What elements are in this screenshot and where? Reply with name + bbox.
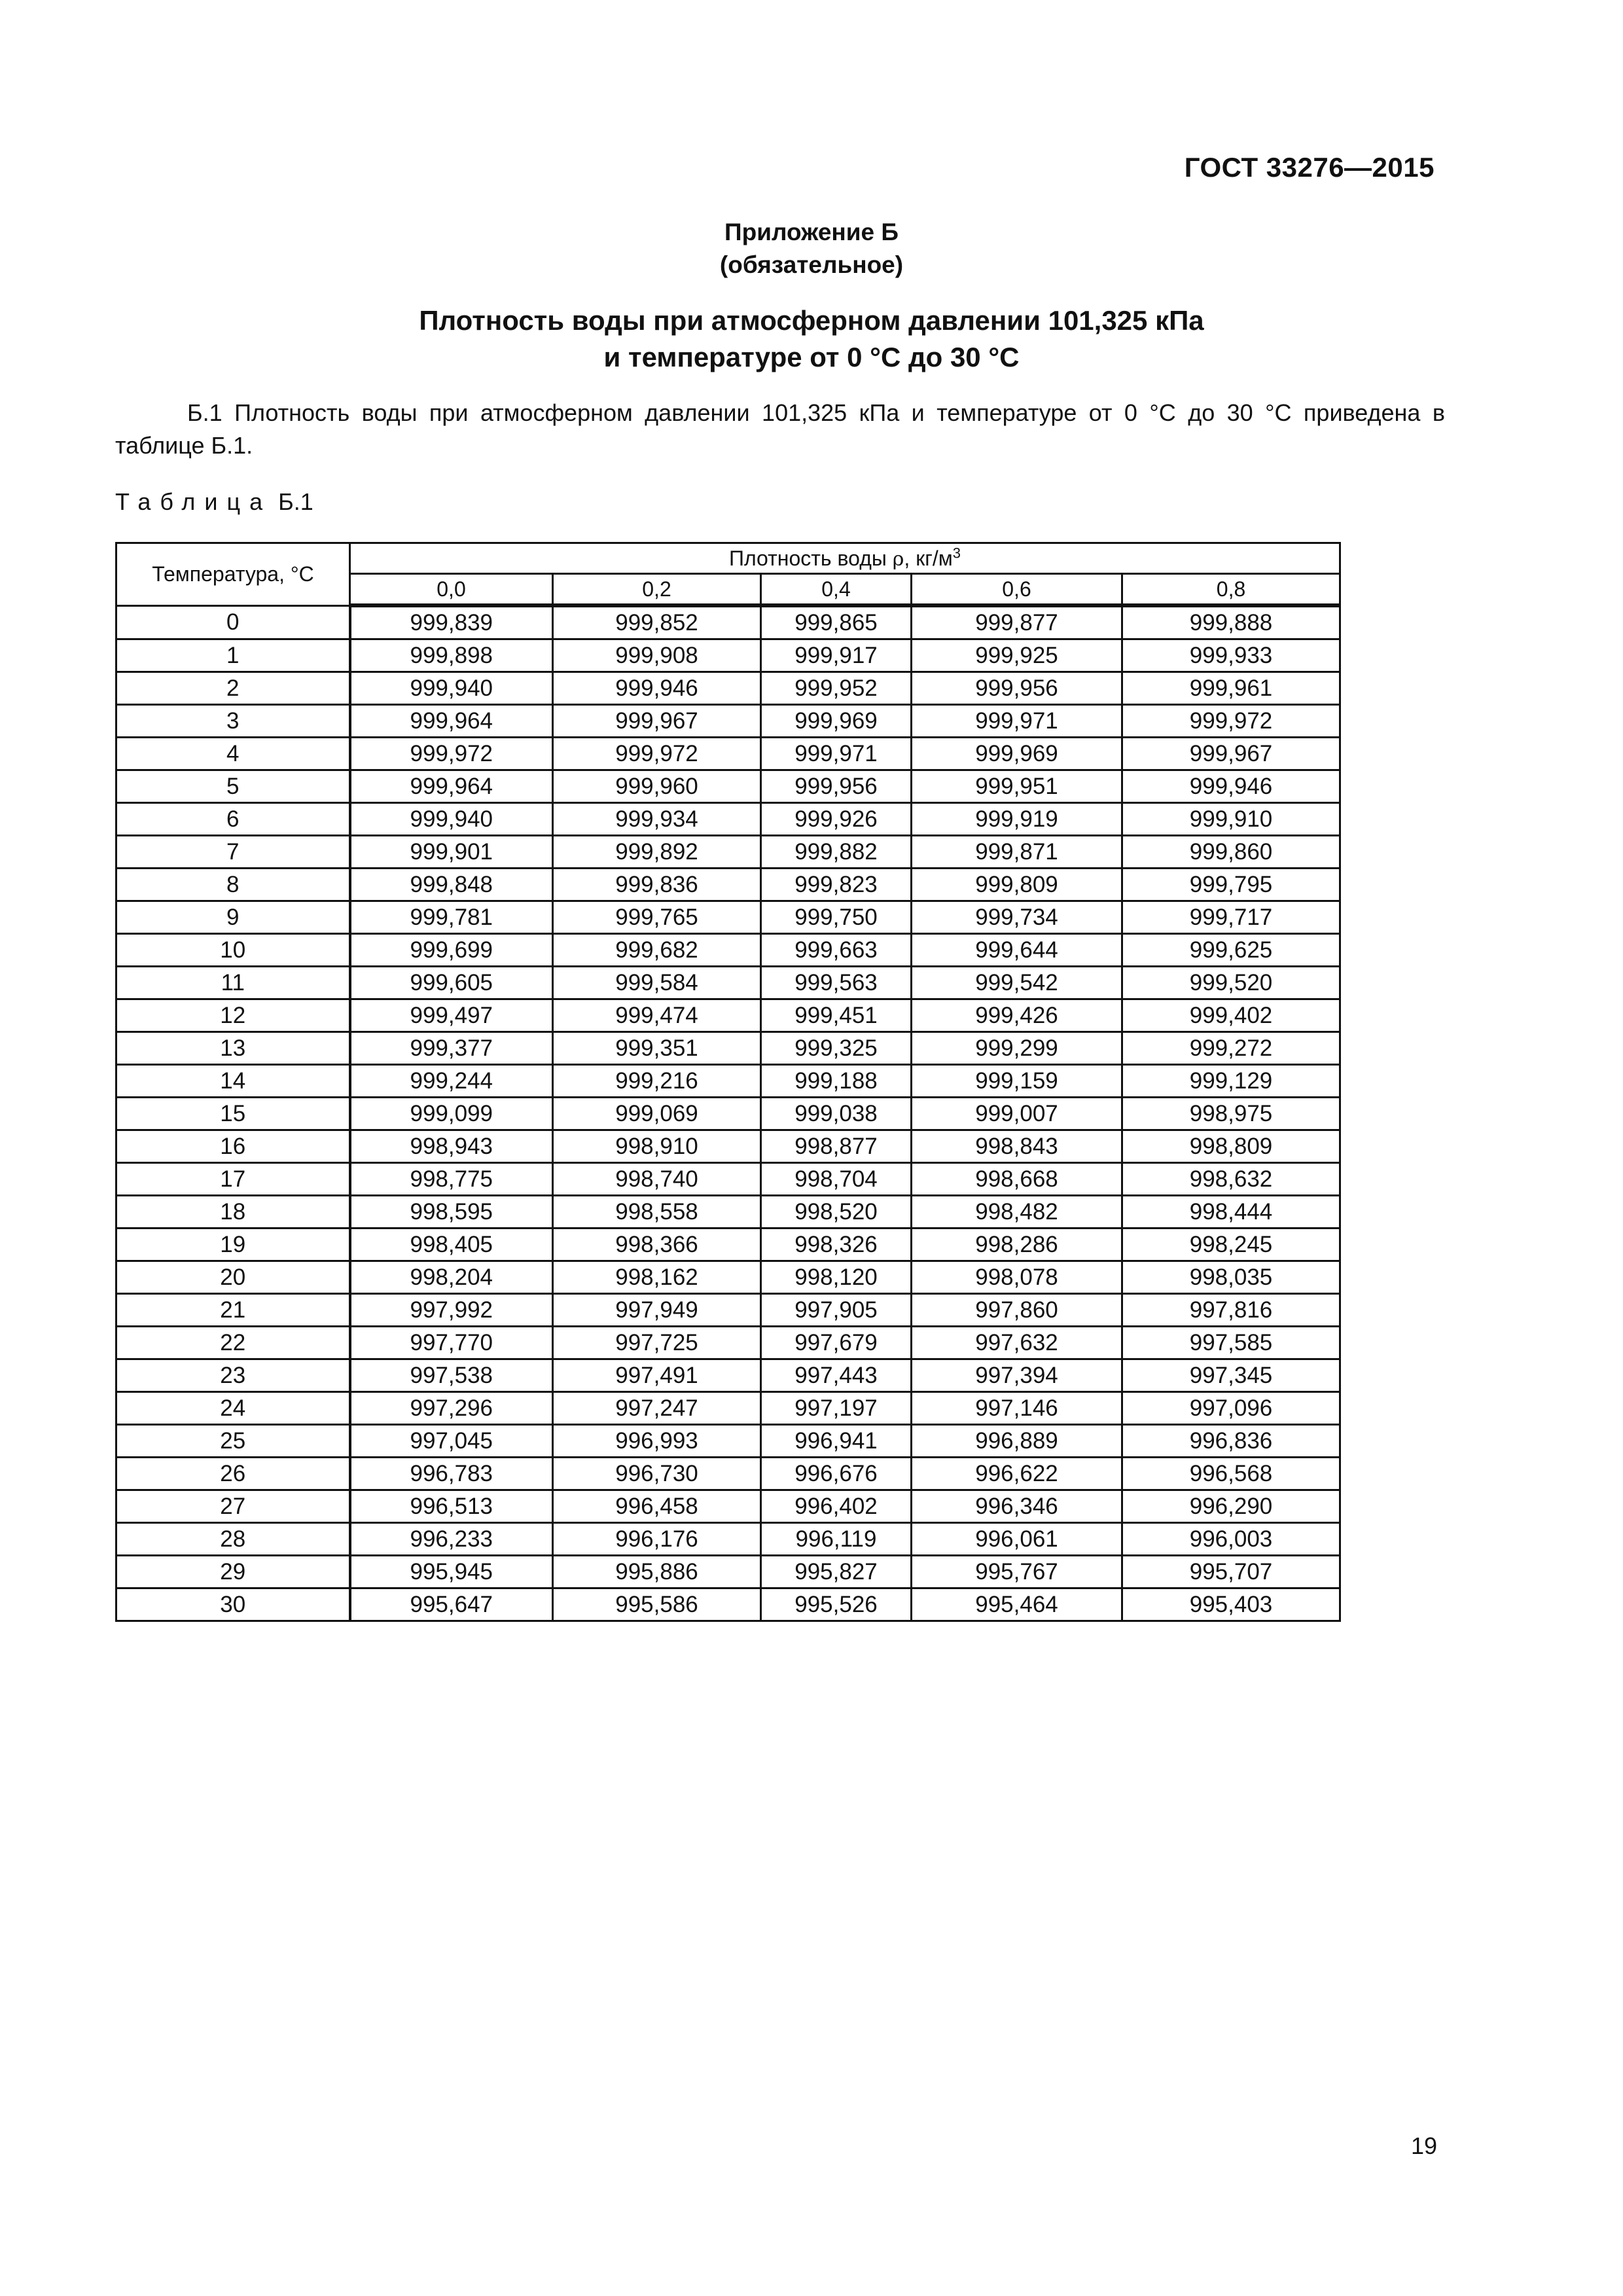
density-cell: 995,767 bbox=[912, 1556, 1122, 1588]
temperature-cell: 5 bbox=[116, 770, 350, 803]
density-cell: 998,482 bbox=[912, 1196, 1122, 1229]
density-subcolumn-header: 0,0 bbox=[350, 574, 553, 606]
temperature-cell: 8 bbox=[116, 869, 350, 901]
density-cell: 999,919 bbox=[912, 803, 1122, 836]
density-cell: 996,233 bbox=[350, 1523, 553, 1556]
density-cell: 999,917 bbox=[761, 639, 912, 672]
table-row bbox=[116, 1163, 1340, 1196]
table-row bbox=[116, 1130, 1340, 1163]
density-subcolumn-header: 0,6 bbox=[912, 574, 1122, 606]
temperature-cell: 9 bbox=[116, 901, 350, 934]
density-cell: 997,394 bbox=[912, 1359, 1122, 1392]
density-cell: 998,809 bbox=[1122, 1130, 1340, 1163]
density-cell: 999,967 bbox=[1122, 738, 1340, 770]
table-row bbox=[116, 605, 1340, 639]
density-cell: 997,296 bbox=[350, 1392, 553, 1425]
density-cell: 999,663 bbox=[761, 934, 912, 967]
density-cell: 996,458 bbox=[553, 1490, 761, 1523]
density-column-header bbox=[350, 543, 1340, 574]
table-row bbox=[116, 1065, 1340, 1098]
table-row bbox=[116, 672, 1340, 705]
density-cell: 996,568 bbox=[1122, 1458, 1340, 1490]
density-cell: 996,730 bbox=[553, 1458, 761, 1490]
density-cell: 999,972 bbox=[1122, 705, 1340, 738]
density-cell: 999,426 bbox=[912, 999, 1122, 1032]
temperature-cell: 12 bbox=[116, 999, 350, 1032]
density-cell: 999,717 bbox=[1122, 901, 1340, 934]
density-cell: 996,061 bbox=[912, 1523, 1122, 1556]
density-cell: 998,326 bbox=[761, 1229, 912, 1261]
density-cell: 999,934 bbox=[553, 803, 761, 836]
temperature-cell: 0 bbox=[116, 605, 350, 639]
temperature-cell: 16 bbox=[116, 1130, 350, 1163]
density-cell: 996,993 bbox=[553, 1425, 761, 1458]
density-cell: 999,069 bbox=[553, 1098, 761, 1130]
density-cell: 998,405 bbox=[350, 1229, 553, 1261]
table-row bbox=[116, 836, 1340, 869]
density-cell: 999,765 bbox=[553, 901, 761, 934]
temperature-cell: 26 bbox=[116, 1458, 350, 1490]
density-cell: 999,956 bbox=[761, 770, 912, 803]
density-cell: 998,910 bbox=[553, 1130, 761, 1163]
density-cell: 999,272 bbox=[1122, 1032, 1340, 1065]
temperature-cell: 3 bbox=[116, 705, 350, 738]
density-cell: 999,781 bbox=[350, 901, 553, 934]
table-row bbox=[116, 803, 1340, 836]
density-cell: 995,526 bbox=[761, 1588, 912, 1621]
temperature-cell: 7 bbox=[116, 836, 350, 869]
section-title-line-1: Плотность воды при атмосферном давлении 101,325 кПа bbox=[419, 305, 1204, 336]
density-cell: 999,795 bbox=[1122, 869, 1340, 901]
density-cell: 999,682 bbox=[553, 934, 761, 967]
density-cell: 996,346 bbox=[912, 1490, 1122, 1523]
density-cell: 999,734 bbox=[912, 901, 1122, 934]
table-row bbox=[116, 967, 1340, 999]
density-cell: 996,513 bbox=[350, 1490, 553, 1523]
density-cell: 999,888 bbox=[1122, 605, 1340, 639]
density-cell: 999,910 bbox=[1122, 803, 1340, 836]
density-cell: 999,159 bbox=[912, 1065, 1122, 1098]
density-cell: 999,007 bbox=[912, 1098, 1122, 1130]
density-cell: 999,971 bbox=[761, 738, 912, 770]
section-title-line-2: и температуре от 0 °С до 30 °С bbox=[603, 342, 1020, 372]
density-cell: 999,823 bbox=[761, 869, 912, 901]
standard-code: ГОСТ 33276—2015 bbox=[1184, 152, 1435, 183]
density-cell: 999,933 bbox=[1122, 639, 1340, 672]
density-cell: 997,197 bbox=[761, 1392, 912, 1425]
density-cell: 997,679 bbox=[761, 1327, 912, 1359]
density-cell: 999,750 bbox=[761, 901, 912, 934]
density-cell: 995,707 bbox=[1122, 1556, 1340, 1588]
temperature-cell: 30 bbox=[116, 1588, 350, 1621]
density-cell: 998,520 bbox=[761, 1196, 912, 1229]
density-cell: 998,595 bbox=[350, 1196, 553, 1229]
density-cell: 996,176 bbox=[553, 1523, 761, 1556]
density-table-header bbox=[116, 543, 1340, 606]
density-cell: 998,668 bbox=[912, 1163, 1122, 1196]
density-cell: 998,740 bbox=[553, 1163, 761, 1196]
density-cell: 999,877 bbox=[912, 605, 1122, 639]
density-cell: 999,563 bbox=[761, 967, 912, 999]
table-caption bbox=[115, 486, 313, 518]
density-cell: 997,585 bbox=[1122, 1327, 1340, 1359]
temperature-cell: 4 bbox=[116, 738, 350, 770]
density-cell: 997,345 bbox=[1122, 1359, 1340, 1392]
temperature-cell: 2 bbox=[116, 672, 350, 705]
density-cell: 997,096 bbox=[1122, 1392, 1340, 1425]
density-cell: 995,403 bbox=[1122, 1588, 1340, 1621]
table-row bbox=[116, 1523, 1340, 1556]
temperature-cell: 23 bbox=[116, 1359, 350, 1392]
density-cell: 997,538 bbox=[350, 1359, 553, 1392]
temperature-cell: 21 bbox=[116, 1294, 350, 1327]
density-cell: 999,898 bbox=[350, 639, 553, 672]
density-cell: 999,584 bbox=[553, 967, 761, 999]
density-cell: 999,605 bbox=[350, 967, 553, 999]
density-cell: 997,146 bbox=[912, 1392, 1122, 1425]
table-row bbox=[116, 1032, 1340, 1065]
density-cell: 999,871 bbox=[912, 836, 1122, 869]
density-subcolumn-header: 0,4 bbox=[761, 574, 912, 606]
density-cell: 999,946 bbox=[553, 672, 761, 705]
density-cell: 997,443 bbox=[761, 1359, 912, 1392]
density-cell: 997,491 bbox=[553, 1359, 761, 1392]
density-cell: 995,945 bbox=[350, 1556, 553, 1588]
density-cell: 999,188 bbox=[761, 1065, 912, 1098]
density-cell: 998,444 bbox=[1122, 1196, 1340, 1229]
density-cell: 999,474 bbox=[553, 999, 761, 1032]
density-cell: 999,967 bbox=[553, 705, 761, 738]
density-cell: 999,908 bbox=[553, 639, 761, 672]
temperature-cell: 29 bbox=[116, 1556, 350, 1588]
density-cell: 998,078 bbox=[912, 1261, 1122, 1294]
density-cell: 999,099 bbox=[350, 1098, 553, 1130]
density-cell: 999,848 bbox=[350, 869, 553, 901]
density-cell: 999,940 bbox=[350, 672, 553, 705]
temperature-cell: 10 bbox=[116, 934, 350, 967]
density-cell: 998,943 bbox=[350, 1130, 553, 1163]
density-cell: 998,204 bbox=[350, 1261, 553, 1294]
table-row bbox=[116, 1392, 1340, 1425]
temperature-column-header: Температура, °С bbox=[116, 543, 350, 606]
density-cell: 998,245 bbox=[1122, 1229, 1340, 1261]
density-cell: 999,299 bbox=[912, 1032, 1122, 1065]
density-cell: 997,949 bbox=[553, 1294, 761, 1327]
density-cell: 999,960 bbox=[553, 770, 761, 803]
density-cell: 999,809 bbox=[912, 869, 1122, 901]
density-cell: 999,964 bbox=[350, 705, 553, 738]
density-cell: 997,860 bbox=[912, 1294, 1122, 1327]
density-cell: 997,770 bbox=[350, 1327, 553, 1359]
temperature-cell: 14 bbox=[116, 1065, 350, 1098]
density-cell: 998,843 bbox=[912, 1130, 1122, 1163]
table-row bbox=[116, 738, 1340, 770]
table-row bbox=[116, 1490, 1340, 1523]
temperature-cell: 27 bbox=[116, 1490, 350, 1523]
table-caption-word: Таблица bbox=[115, 488, 272, 515]
density-cell: 997,045 bbox=[350, 1425, 553, 1458]
density-cell: 995,886 bbox=[553, 1556, 761, 1588]
temperature-cell: 6 bbox=[116, 803, 350, 836]
density-cell: 998,162 bbox=[553, 1261, 761, 1294]
density-cell: 999,839 bbox=[350, 605, 553, 639]
density-cell: 999,925 bbox=[912, 639, 1122, 672]
density-cell: 997,992 bbox=[350, 1294, 553, 1327]
density-cell: 999,901 bbox=[350, 836, 553, 869]
density-cell: 999,946 bbox=[1122, 770, 1340, 803]
density-cell: 996,119 bbox=[761, 1523, 912, 1556]
table-row bbox=[116, 869, 1340, 901]
table-row bbox=[116, 1098, 1340, 1130]
annex-status: (обязательное) bbox=[719, 251, 904, 278]
table-caption-number: Б.1 bbox=[278, 488, 313, 515]
annex-heading bbox=[0, 216, 1623, 281]
density-cell: 999,038 bbox=[761, 1098, 912, 1130]
table-row bbox=[116, 1294, 1340, 1327]
density-cell: 999,860 bbox=[1122, 836, 1340, 869]
density-cell: 999,971 bbox=[912, 705, 1122, 738]
density-cell: 997,816 bbox=[1122, 1294, 1340, 1327]
intro-paragraph: Б.1 Плотность воды при атмосферном давлении 101,325 кПа и температуре от 0 °С до 30 °С приведена в таблице Б.1. bbox=[115, 399, 1445, 459]
density-cell: 995,586 bbox=[553, 1588, 761, 1621]
density-cell: 999,882 bbox=[761, 836, 912, 869]
density-subcolumn-header: 0,8 bbox=[1122, 574, 1340, 606]
table-row bbox=[116, 1425, 1340, 1458]
temperature-cell: 15 bbox=[116, 1098, 350, 1130]
density-cell: 999,699 bbox=[350, 934, 553, 967]
density-cell: 997,247 bbox=[553, 1392, 761, 1425]
annex-label: Приложение Б bbox=[724, 219, 899, 245]
table-row bbox=[116, 1196, 1340, 1229]
density-cell: 999,961 bbox=[1122, 672, 1340, 705]
density-cell: 999,852 bbox=[553, 605, 761, 639]
density-cell: 999,940 bbox=[350, 803, 553, 836]
section-title bbox=[0, 302, 1623, 376]
density-table-body bbox=[116, 605, 1340, 1621]
density-cell: 999,836 bbox=[553, 869, 761, 901]
table-row bbox=[116, 1327, 1340, 1359]
density-cell: 998,704 bbox=[761, 1163, 912, 1196]
density-cell: 996,290 bbox=[1122, 1490, 1340, 1523]
table-row bbox=[116, 770, 1340, 803]
temperature-cell: 11 bbox=[116, 967, 350, 999]
temperature-cell: 19 bbox=[116, 1229, 350, 1261]
density-cell: 998,366 bbox=[553, 1229, 761, 1261]
temperature-cell: 20 bbox=[116, 1261, 350, 1294]
density-cell: 999,892 bbox=[553, 836, 761, 869]
density-subcolumn-header: 0,2 bbox=[553, 574, 761, 606]
table-row bbox=[116, 1229, 1340, 1261]
temperature-cell: 28 bbox=[116, 1523, 350, 1556]
density-cell: 999,497 bbox=[350, 999, 553, 1032]
density-cell: 995,464 bbox=[912, 1588, 1122, 1621]
table-row bbox=[116, 1261, 1340, 1294]
density-cell: 999,351 bbox=[553, 1032, 761, 1065]
temperature-cell: 25 bbox=[116, 1425, 350, 1458]
table-row bbox=[116, 1588, 1340, 1621]
density-cell: 997,725 bbox=[553, 1327, 761, 1359]
temperature-cell: 13 bbox=[116, 1032, 350, 1065]
density-cell: 998,632 bbox=[1122, 1163, 1340, 1196]
density-cell: 996,889 bbox=[912, 1425, 1122, 1458]
table-row bbox=[116, 1458, 1340, 1490]
density-cell: 997,632 bbox=[912, 1327, 1122, 1359]
density-header-prefix: Плотность воды bbox=[729, 546, 893, 570]
density-cell: 997,905 bbox=[761, 1294, 912, 1327]
table-row bbox=[116, 1359, 1340, 1392]
density-cell: 998,286 bbox=[912, 1229, 1122, 1261]
density-cell: 999,951 bbox=[912, 770, 1122, 803]
density-cell: 998,035 bbox=[1122, 1261, 1340, 1294]
density-cell: 999,926 bbox=[761, 803, 912, 836]
temperature-cell: 24 bbox=[116, 1392, 350, 1425]
density-cell: 999,644 bbox=[912, 934, 1122, 967]
density-cell: 996,783 bbox=[350, 1458, 553, 1490]
density-cell: 998,975 bbox=[1122, 1098, 1340, 1130]
density-cell: 996,941 bbox=[761, 1425, 912, 1458]
table-row bbox=[116, 999, 1340, 1032]
density-cell: 996,622 bbox=[912, 1458, 1122, 1490]
density-cell: 995,647 bbox=[350, 1588, 553, 1621]
density-cell: 996,003 bbox=[1122, 1523, 1340, 1556]
rho-symbol: ρ bbox=[892, 547, 904, 571]
density-cell: 999,542 bbox=[912, 967, 1122, 999]
density-cell: 998,877 bbox=[761, 1130, 912, 1163]
table-row bbox=[116, 705, 1340, 738]
density-cell: 999,325 bbox=[761, 1032, 912, 1065]
density-cell: 999,451 bbox=[761, 999, 912, 1032]
density-cell: 999,952 bbox=[761, 672, 912, 705]
temperature-cell: 22 bbox=[116, 1327, 350, 1359]
density-cell: 999,972 bbox=[350, 738, 553, 770]
density-cell: 999,964 bbox=[350, 770, 553, 803]
density-cell: 995,827 bbox=[761, 1556, 912, 1588]
density-cell: 999,129 bbox=[1122, 1065, 1340, 1098]
density-cell: 996,676 bbox=[761, 1458, 912, 1490]
temperature-cell: 18 bbox=[116, 1196, 350, 1229]
density-cell: 999,402 bbox=[1122, 999, 1340, 1032]
table-row bbox=[116, 901, 1340, 934]
table-row bbox=[116, 639, 1340, 672]
temperature-cell: 1 bbox=[116, 639, 350, 672]
table-row bbox=[116, 934, 1340, 967]
density-cell: 996,402 bbox=[761, 1490, 912, 1523]
density-cell: 999,865 bbox=[761, 605, 912, 639]
temperature-cell: 17 bbox=[116, 1163, 350, 1196]
density-cell: 999,969 bbox=[912, 738, 1122, 770]
density-cell: 996,836 bbox=[1122, 1425, 1340, 1458]
density-cell: 998,558 bbox=[553, 1196, 761, 1229]
density-cell: 998,120 bbox=[761, 1261, 912, 1294]
density-cell: 999,956 bbox=[912, 672, 1122, 705]
density-cell: 999,377 bbox=[350, 1032, 553, 1065]
density-cell: 999,972 bbox=[553, 738, 761, 770]
density-cell: 999,625 bbox=[1122, 934, 1340, 967]
density-unit-exponent: 3 bbox=[952, 544, 961, 561]
density-cell: 998,775 bbox=[350, 1163, 553, 1196]
page-number: 19 bbox=[1410, 2132, 1437, 2159]
density-table bbox=[115, 542, 1341, 1622]
density-cell: 999,969 bbox=[761, 705, 912, 738]
density-cell: 999,216 bbox=[553, 1065, 761, 1098]
density-cell: 999,520 bbox=[1122, 967, 1340, 999]
density-unit: , кг/м bbox=[904, 546, 953, 570]
density-cell: 999,244 bbox=[350, 1065, 553, 1098]
table-row bbox=[116, 1556, 1340, 1588]
